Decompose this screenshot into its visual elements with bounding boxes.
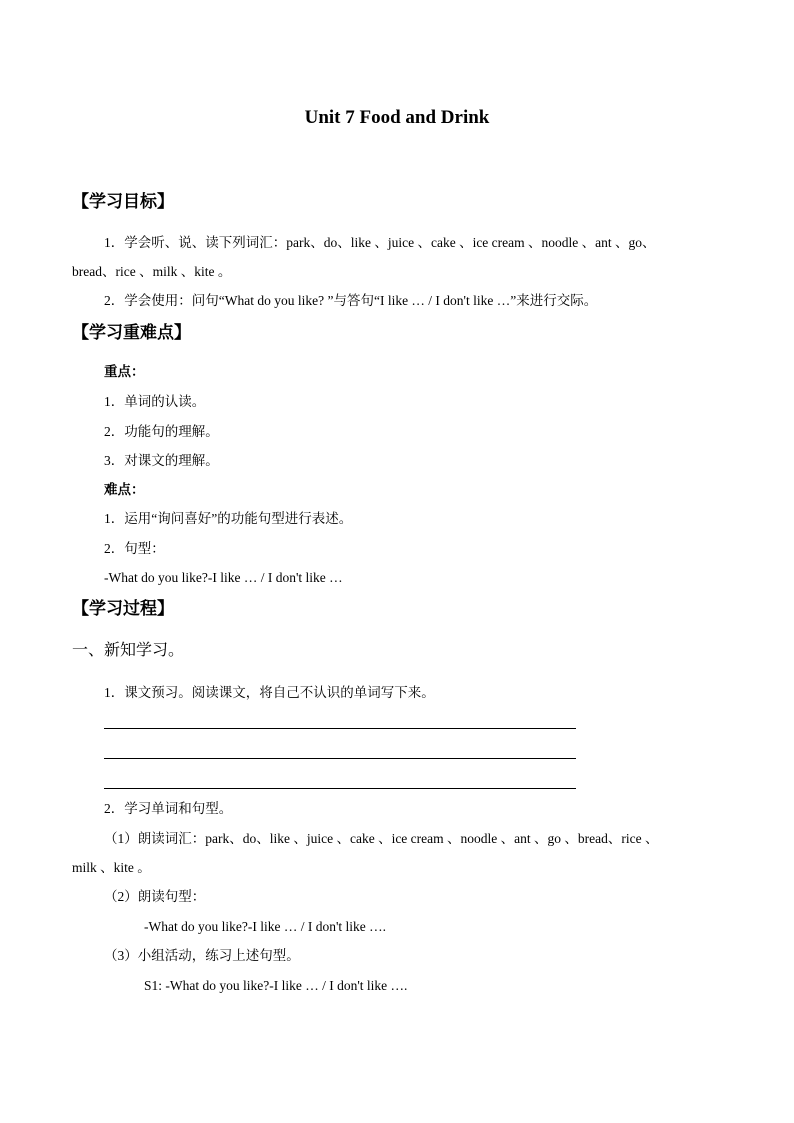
objective-item-2: 2．学会使用：问句“What do you like? ”与答句“I like … / I don't like …”来进行交际。 (104, 293, 598, 308)
focus-label: 重点： (104, 364, 145, 379)
sub-step-2: （2）朗读句型： (104, 889, 206, 904)
sub-step-2-sentence: -What do you like?-I like … / I don't like …. (144, 919, 386, 934)
focus-item-2: 2．功能句的理解。 (104, 424, 219, 439)
answer-line[interactable] (104, 758, 576, 759)
sub-step-3: （3）小组活动，练习上述句型。 (104, 948, 300, 963)
difficulty-label: 难点： (104, 482, 145, 497)
objective-item-1-line-1: 1．学会听、说、读下列词汇：park、do、like 、juice 、cake 、ice cream 、noodle 、ant 、go、 (104, 235, 656, 250)
step-2: 2．学习单词和句型。 (104, 801, 233, 816)
focus-item-3: 3．对课文的理解。 (104, 453, 219, 468)
key-points-heading: 【学习重难点】 (72, 323, 191, 342)
page-title: Unit 7 Food and Drink (304, 107, 490, 128)
sentence-pattern: -What do you like?-I like … / I don't like … (104, 570, 343, 585)
sub-step-1-line-2: milk 、kite 。 (72, 860, 151, 875)
difficulty-item-1: 1．运用“询问喜好”的功能句型进行表述。 (104, 511, 353, 526)
objective-item-1-line-2: bread、rice 、milk 、kite 。 (72, 264, 232, 279)
step-1: 1．课文预习。阅读课文，将自己不认识的单词写下来。 (104, 685, 435, 700)
answer-line[interactable] (104, 728, 576, 729)
focus-item-1: 1．单词的认读。 (104, 394, 206, 409)
objectives-heading: 【学习目标】 (72, 192, 174, 211)
difficulty-item-2: 2．句型： (104, 541, 165, 556)
process-heading: 【学习过程】 (72, 599, 174, 618)
sub-step-3-sentence: S1: -What do you like?-I like … / I don't like …. (144, 978, 408, 993)
part-1-heading: 一、新知学习。 (72, 642, 185, 659)
sub-step-1-line-1: （1）朗读词汇：park、do、like 、juice 、cake 、ice cream 、noodle 、ant 、go 、bread、rice 、 (104, 831, 659, 846)
answer-line[interactable] (104, 788, 576, 789)
